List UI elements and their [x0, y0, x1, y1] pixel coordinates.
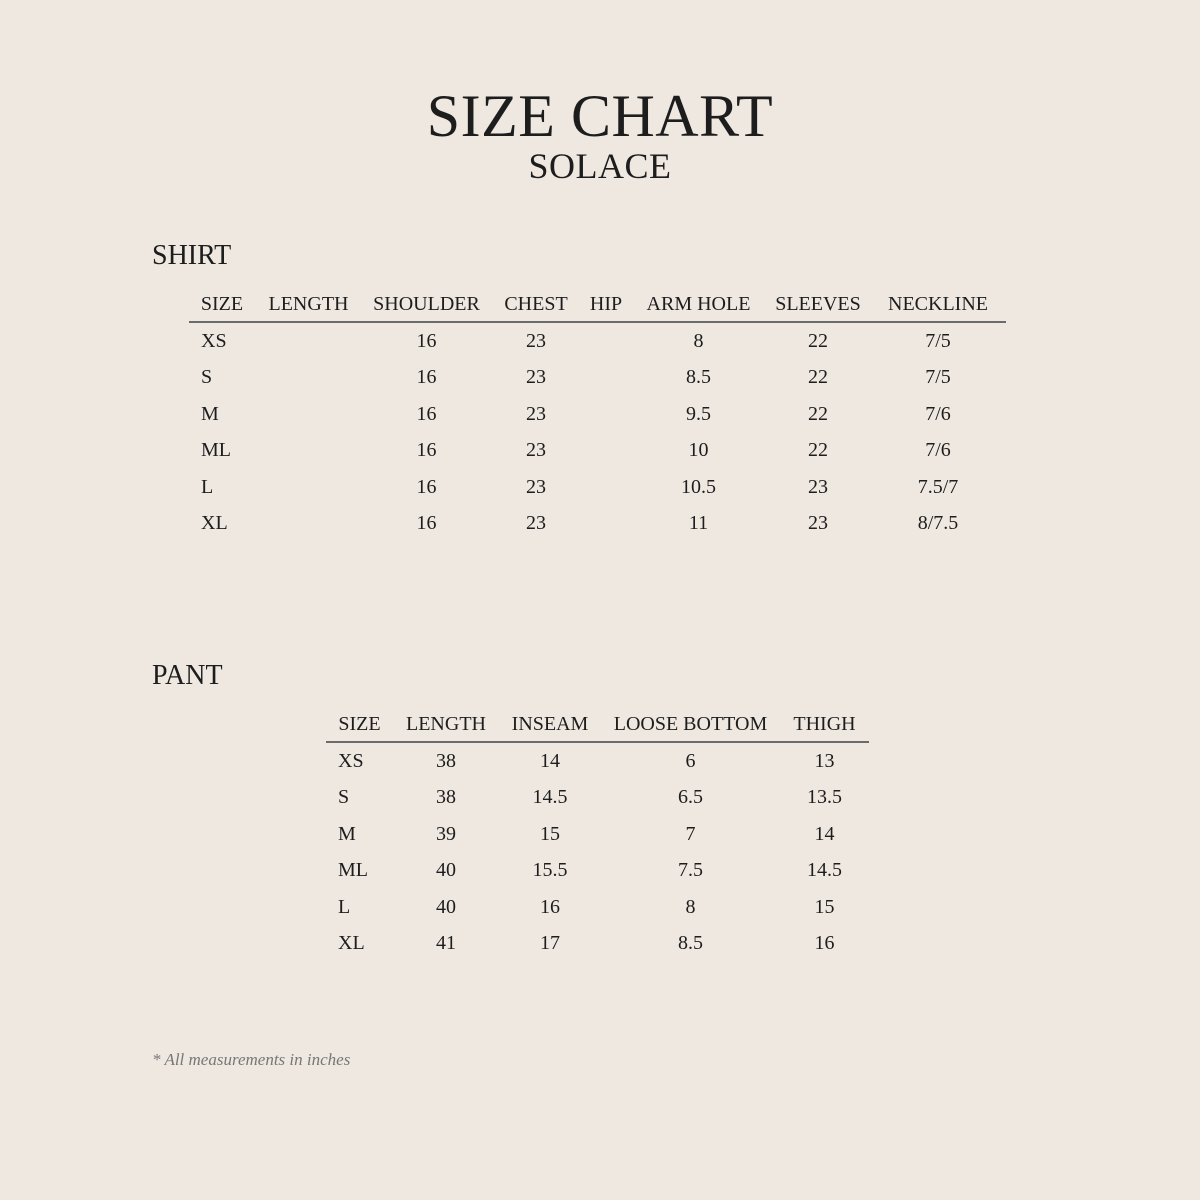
shirt-cell: 7/5	[925, 366, 951, 389]
shirt-cell: 23	[526, 329, 546, 352]
shirt-cell: 11	[688, 512, 709, 535]
table-row	[326, 816, 869, 853]
pant-cell: 38	[436, 749, 456, 772]
shirt-cell: M	[201, 402, 219, 425]
pant-cell: 14	[540, 749, 560, 772]
shirt-cell	[255, 433, 362, 470]
table-row	[326, 889, 869, 926]
shirt-cell: 16	[416, 366, 437, 389]
pant-cell: 7	[685, 822, 696, 845]
pant-col-loose-bottom: LOOSE BOTTOM	[601, 707, 780, 742]
shirt-cell: 9.5	[686, 402, 711, 425]
pant-cell: 7.5	[678, 859, 703, 882]
pant-col-size: SIZE	[326, 707, 393, 742]
shirt-cell: 16	[416, 439, 437, 462]
shirt-cell: 16	[416, 475, 437, 498]
pant-cell: 15	[814, 895, 835, 918]
pant-header-row	[326, 707, 869, 742]
pant-cell: 13	[814, 749, 835, 772]
shirt-size-table	[189, 287, 1006, 542]
shirt-col-neckline: NECKLINE	[870, 287, 1006, 322]
shirt-cell: 10.5	[681, 475, 716, 498]
table-row	[326, 926, 869, 963]
shirt-cell: XS	[201, 329, 227, 352]
pant-cell: 15	[540, 822, 560, 845]
pant-col-inseam: INSEAM	[499, 707, 601, 742]
pant-size-table	[326, 707, 869, 962]
shirt-cell: 22	[808, 402, 828, 425]
pant-cell: 15.5	[532, 859, 568, 882]
table-row	[189, 322, 1006, 360]
shirt-cell: 10	[688, 439, 709, 462]
pant-col-thigh: THIGH	[780, 707, 869, 742]
shirt-cell	[581, 360, 631, 397]
measurement-footnote: * All measurements in inches	[152, 1050, 351, 1069]
pant-cell: 13.5	[807, 786, 842, 809]
pant-cell: 8.5	[678, 932, 703, 955]
shirt-col-shoulder: SHOULDER	[362, 287, 491, 322]
shirt-col-hip: HIP	[581, 287, 631, 322]
table-row	[326, 742, 869, 780]
shirt-cell: 22	[808, 439, 828, 462]
shirt-col-arm-hole: ARM HOLE	[631, 287, 766, 322]
page-title: SIZE CHART	[426, 83, 774, 149]
table-row	[189, 360, 1006, 397]
shirt-cell	[581, 322, 631, 360]
pant-cell: L	[338, 895, 351, 918]
pant-section-title: PANT	[152, 660, 223, 691]
shirt-cell	[255, 396, 362, 433]
shirt-cell: 16	[416, 512, 437, 535]
pant-cell: S	[338, 786, 350, 809]
pant-col-length: LENGTH	[393, 707, 499, 742]
shirt-section-title: SHIRT	[152, 240, 232, 271]
pant-cell: XS	[338, 749, 364, 772]
shirt-cell: 23	[526, 366, 546, 389]
pant-cell: 40	[436, 895, 456, 918]
shirt-cell: 23	[526, 439, 546, 462]
shirt-cell: 23	[808, 475, 828, 498]
pant-cell: 41	[436, 932, 456, 955]
table-row	[326, 780, 869, 817]
shirt-cell: S	[201, 366, 213, 389]
pant-cell: 6	[685, 749, 696, 772]
shirt-cell	[581, 433, 631, 470]
shirt-cell: 7.5/7	[917, 475, 959, 498]
pant-cell: 8	[685, 895, 696, 918]
table-row	[189, 469, 1006, 506]
shirt-cell: XL	[201, 512, 228, 535]
shirt-cell	[255, 360, 362, 397]
shirt-cell: 8.5	[686, 366, 711, 389]
table-row	[326, 853, 869, 890]
shirt-cell: 7/5	[925, 329, 951, 352]
shirt-col-length: LENGTH	[255, 287, 362, 322]
pant-cell: 14.5	[807, 859, 842, 882]
pant-cell: 6.5	[678, 786, 703, 809]
pant-cell: 16	[540, 895, 560, 918]
table-row	[189, 396, 1006, 433]
pant-cell: 38	[436, 786, 456, 809]
shirt-cell	[255, 322, 362, 360]
shirt-cell: 16	[416, 402, 437, 425]
shirt-cell: ML	[201, 439, 231, 462]
pant-cell: 14	[814, 822, 835, 845]
pant-cell: XL	[338, 932, 365, 955]
shirt-cell: 22	[808, 329, 828, 352]
shirt-cell	[581, 469, 631, 506]
pant-cell: ML	[338, 859, 368, 882]
shirt-cell: L	[201, 475, 214, 498]
shirt-cell: 22	[808, 366, 828, 389]
shirt-cell	[255, 506, 362, 543]
pant-cell: 16	[814, 932, 835, 955]
shirt-header-row	[189, 287, 1006, 322]
shirt-cell: 7/6	[925, 402, 951, 425]
shirt-cell: 7/6	[925, 439, 951, 462]
shirt-cell	[581, 396, 631, 433]
shirt-cell: 8	[693, 329, 704, 352]
pant-cell: 39	[436, 822, 456, 845]
shirt-col-sleeves: SLEEVES	[766, 287, 870, 322]
shirt-col-size: SIZE	[189, 287, 255, 322]
pant-cell: 40	[436, 859, 456, 882]
shirt-cell	[581, 506, 631, 543]
shirt-cell: 23	[526, 512, 546, 535]
shirt-col-chest: CHEST	[491, 287, 581, 322]
shirt-cell: 16	[416, 329, 437, 352]
shirt-cell: 23	[526, 475, 546, 498]
shirt-cell: 23	[808, 512, 828, 535]
pant-cell: 14.5	[532, 786, 568, 809]
pant-cell: M	[338, 822, 356, 845]
table-row	[189, 506, 1006, 543]
shirt-cell: 23	[526, 402, 546, 425]
table-row	[189, 433, 1006, 470]
shirt-cell	[255, 469, 362, 506]
shirt-cell: 8/7.5	[917, 512, 959, 535]
pant-cell: 17	[540, 932, 560, 955]
brand-subtitle: SOLACE	[528, 146, 672, 186]
